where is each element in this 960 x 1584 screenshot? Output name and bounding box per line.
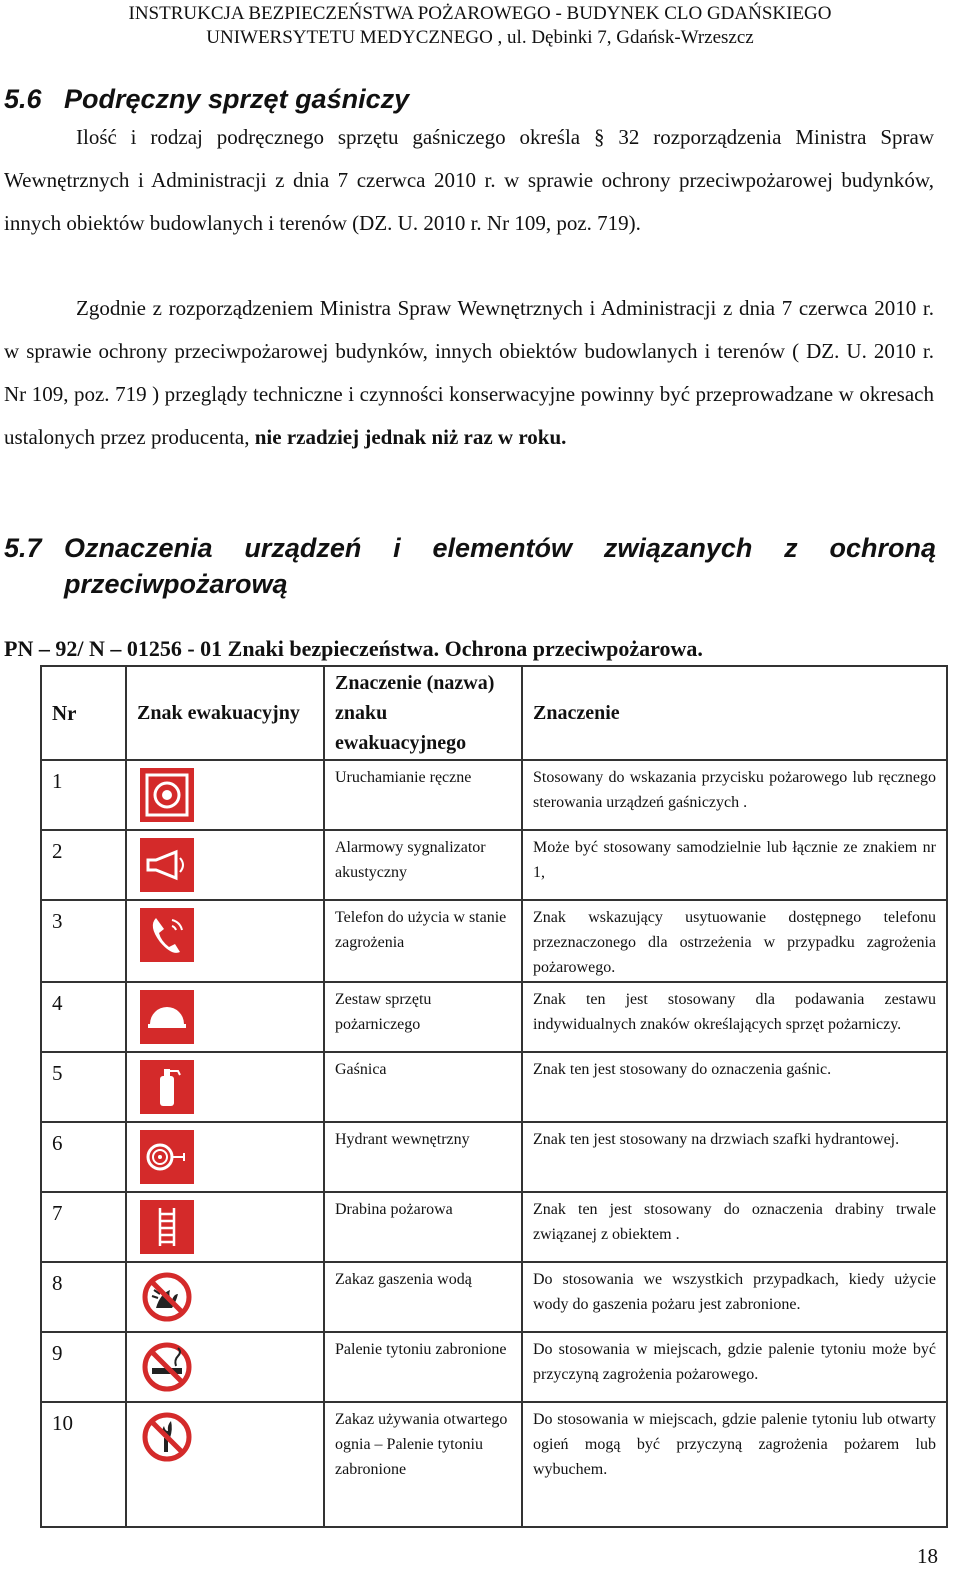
paragraph-2-bold: nie rzadziej jednak niż raz w roku. (254, 425, 567, 449)
sign-name: Telefon do użycia w stanie zagrożenia (324, 900, 522, 982)
sign-cell (126, 900, 324, 982)
sign-name: Zakaz używania otwartego ognia – Palenie tytoniu zabronione (324, 1402, 522, 1527)
sign-name: Hydrant wewnętrzny (324, 1122, 522, 1192)
row-number: 9 (41, 1332, 126, 1402)
sign-description: Stosowany do wskazania przycisku pożarowego lub ręcznego sterowania urządzeń gaśniczych . (522, 760, 947, 830)
sign-description: Znak ten jest stosowany do oznaczenia gaśnic. (522, 1052, 947, 1122)
sign-cell (126, 1332, 324, 1402)
sign-description: Znak ten jest stosowany do oznaczenia drabiny trwale związanej z obiektem . (522, 1192, 947, 1262)
row-number: 10 (41, 1402, 126, 1527)
sign-cell (126, 760, 324, 830)
table-row (41, 760, 947, 830)
table-row (41, 1122, 947, 1192)
header-line-2: UNIWERSYTETU MEDYCZNEGO , ul. Dębinki 7, Gdańsk-Wrzeszcz (206, 27, 754, 48)
sign-name: Zakaz gaszenia wodą (324, 1262, 522, 1332)
fire-equipment-icon (140, 990, 194, 1044)
sign-description: Znak wskazujący usytuowanie dostępnego telefonu przeznaczonego dla ostrzeżenia w przypadku zagrożenia pożarowego. (522, 900, 947, 982)
section-5-6-heading (4, 84, 409, 115)
no-smoking-icon (140, 1340, 194, 1394)
header-nr: Nr (41, 666, 126, 760)
sign-description: Znak ten jest stosowany dla podawania zestawu indywidualnych znaków określających sprzęt pożarniczy. (522, 982, 947, 1052)
table-header-row (41, 666, 947, 760)
fire-signs-table (40, 665, 948, 1528)
sign-cell (126, 1052, 324, 1122)
no-open-flame-icon (140, 1410, 194, 1464)
sign-name: Alarmowy sygnalizator akustyczny (324, 830, 522, 900)
section-title-line-2: przeciwpożarową (64, 569, 288, 599)
header-sign: Znak ewakuacyjny (126, 666, 324, 760)
sign-cell (126, 1122, 324, 1192)
row-number: 7 (41, 1192, 126, 1262)
table-row (41, 982, 947, 1052)
fire-ladder-icon (140, 1200, 194, 1254)
table-row (41, 1332, 947, 1402)
row-number: 5 (41, 1052, 126, 1122)
row-number: 8 (41, 1262, 126, 1332)
header-name: Znaczenie (nazwa) znaku ewakuacyjnego (324, 666, 522, 760)
table-row (41, 1262, 947, 1332)
sign-cell (126, 830, 324, 900)
sign-description: Do stosowania w miejscach, gdzie palenie tytoniu lub otwarty ogień mogą być przyczyną zagrożenia pożarem lub wybuchem. (522, 1402, 947, 1527)
fire-alarm-horn-icon (140, 838, 194, 892)
manual-call-point-icon (140, 768, 194, 822)
row-number: 1 (41, 760, 126, 830)
sign-description: Do stosowania we wszystkich przypadkach, kiedy użycie wody do gaszenia pożaru jest zabronione. (522, 1262, 947, 1332)
sign-cell (126, 982, 324, 1052)
section-title-line-1: Oznaczenia urządzeń i elementów związanych z ochroną (64, 533, 936, 563)
paragraph-2 (4, 287, 934, 459)
header-desc: Znaczenie (522, 666, 947, 760)
sign-name: Zestaw sprzętu pożarniczego (324, 982, 522, 1052)
no-water-extinguishing-icon (140, 1270, 194, 1324)
table-row (41, 1052, 947, 1122)
fire-hose-reel-icon (140, 1130, 194, 1184)
header-line-1: INSTRUKCJA BEZPIECZEŃSTWA POŻAROWEGO - BUDYNEK CLO GDAŃSKIEGO (128, 3, 832, 24)
sign-description: Znak ten jest stosowany na drzwiach szafki hydrantowej. (522, 1122, 947, 1192)
sign-cell (126, 1262, 324, 1332)
sign-description: Do stosowania w miejscach, gdzie palenie tytoniu może być przyczyną zagrożenia pożarowego. (522, 1332, 947, 1402)
emergency-phone-icon (140, 908, 194, 962)
table-row (41, 1192, 947, 1262)
paragraph-1 (4, 116, 934, 245)
page-header (0, 2, 960, 50)
sign-name: Gaśnica (324, 1052, 522, 1122)
sign-description: Może być stosowany samodzielnie lub łącznie ze znakiem nr 1, (522, 830, 947, 900)
norm-title: PN – 92/ N – 01256 - 01 Znaki bezpieczeństwa. Ochrona przeciwpożarowa. (4, 636, 703, 661)
table-row (41, 1402, 947, 1527)
row-number: 4 (41, 982, 126, 1052)
section-title: Podręczny sprzęt gaśniczy (64, 84, 410, 114)
sign-name: Drabina pożarowa (324, 1192, 522, 1262)
section-number: 5.6 (4, 84, 42, 114)
table-row (41, 830, 947, 900)
sign-cell (126, 1402, 324, 1527)
page-number: 18 (917, 1544, 938, 1568)
row-number: 3 (41, 900, 126, 982)
sign-name: Palenie tytoniu zabronione (324, 1332, 522, 1402)
table-row (41, 900, 947, 982)
section-number: 5.7 (4, 533, 42, 563)
row-number: 2 (41, 830, 126, 900)
paragraph-2-text: Zgodnie z rozporządzeniem Ministra Spraw Wewnętrznych i Administracji z dnia 7 czerwca 2010 r. w sprawie ochrony przeciwpożarowej budynków, innych obiektów budowlanych i terenów ( DZ. U. 2010 r. Nr 109, poz. 719 ) przeglądy techniczne i czynności konserwacyjne powinny być przeprowadzane w okresach ustalonych przez producenta, (4, 296, 934, 449)
sign-name: Uruchamianie ręczne (324, 760, 522, 830)
paragraph-1-text: Ilość i rodzaj podręcznego sprzętu gaśniczego określa § 32 rozporządzenia Ministra Spraw Wewnętrznych i Administracji z dnia 7 czerwca 2010 r. w sprawie ochrony przeciwpożarowej budynków, innych obiektów budowlanych i terenów (DZ. U. 2010 r. Nr 109, poz. 719). (4, 125, 934, 235)
fire-extinguisher-icon (140, 1060, 194, 1114)
sign-cell (126, 1192, 324, 1262)
row-number: 6 (41, 1122, 126, 1192)
